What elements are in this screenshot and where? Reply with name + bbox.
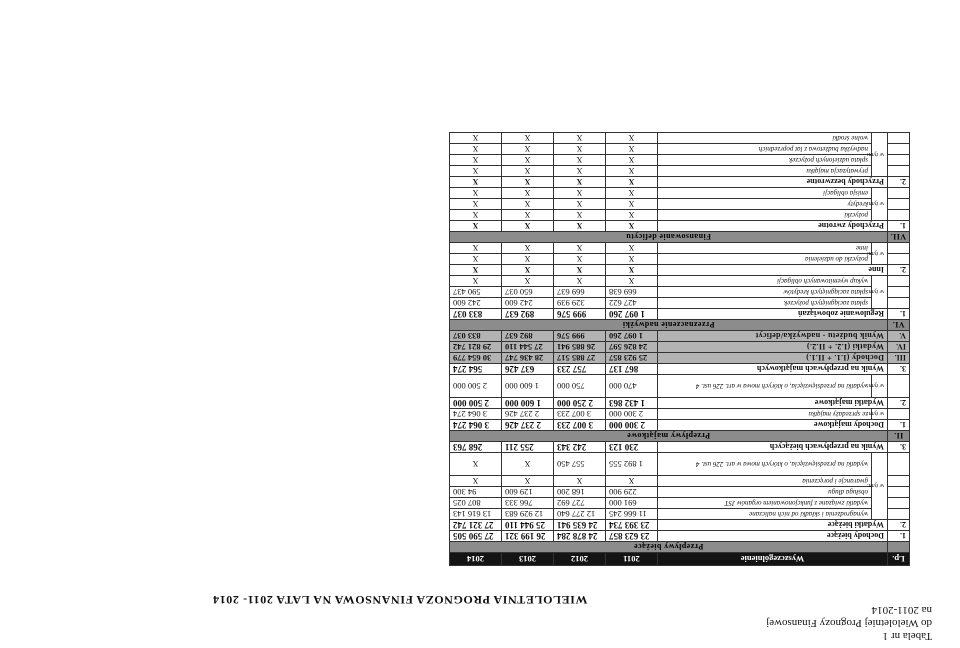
value-cell: 2 300 000 [605,409,657,420]
table-row [449,364,909,375]
value-cell: X [605,166,657,177]
w-tym-label: w tym: [872,409,888,420]
table-row [449,320,909,331]
value-cell: 23 393 734 [605,520,657,531]
row-number-empty [888,476,910,487]
row-description: wydatki związane z funkcjonowaniem organów JST [657,498,871,509]
row-description: spłata zaciągniętych pożyczek [657,298,871,309]
row-description: wykup wyemitowanych obligacji [657,276,871,287]
table-row [449,520,909,531]
value-cell: 892 637 [501,309,553,320]
table-row [449,243,909,254]
value-cell: 3 064 274 [449,420,501,431]
value-cell: X [553,276,605,287]
row-number: 3. [888,364,910,375]
row-number: 1. [888,531,910,542]
value-cell: X [449,254,501,265]
value-cell: 27 321 742 [449,520,501,531]
attachment-note [766,603,932,642]
row-number-empty [888,243,910,254]
value-cell: X [501,199,553,210]
row-number: VI. [888,320,910,331]
table-row [449,398,909,409]
row-description: wynagrodzenia i składki od nich naliczane [657,509,871,520]
table-row [449,155,909,166]
value-cell: 691 000 [605,498,657,509]
value-cell: 24 878 284 [553,531,605,542]
value-cell: 13 616 143 [449,509,501,520]
row-number: 2. [888,398,910,409]
row-description: Inne [657,265,887,276]
value-cell: X [501,476,553,487]
table-row [449,144,909,155]
value-cell: 255 211 [501,442,553,453]
value-cell: 1 600 000 [501,398,553,409]
value-cell: 229 900 [605,487,657,498]
row-description: Wynik budżetu - nadwyżka/deficyt [657,331,887,342]
value-cell: X [449,188,501,199]
row-description: Wydatki majątkowe [657,398,887,409]
value-cell: X [605,133,657,144]
header-lp: Lp. [888,553,910,566]
value-cell: X [501,243,553,254]
value-cell: 2 500 000 [449,398,501,409]
value-cell: X [553,221,605,232]
value-cell: X [553,188,605,199]
value-cell: X [501,177,553,188]
row-description: kredyty [657,199,871,210]
value-cell: 2 237 426 [501,420,553,431]
value-cell: 268 763 [449,442,501,453]
table-row [449,287,909,298]
value-cell: X [501,254,553,265]
value-cell: 1 892 555 [605,453,657,476]
value-cell: X [605,144,657,155]
table-row [449,177,909,188]
row-number-empty [888,166,910,177]
row-number: 2. [888,177,910,188]
value-cell: 892 637 [501,331,553,342]
row-description: Dochody majątkowe [657,420,887,431]
row-number-empty [888,487,910,498]
w-tym-label: w tym: [872,133,888,177]
value-cell: X [449,476,501,487]
row-description: pożyczki [657,210,871,221]
section-title: Przepływy majątkowe [449,431,887,442]
value-cell: 27 544 110 [501,342,553,353]
w-tym-label: w tym: [872,188,888,221]
value-cell: 2 250 000 [553,398,605,409]
table-row [449,453,909,476]
attachment-line-2: do Wieloletniej Prognozy Finansowej [766,617,932,629]
value-cell: X [605,476,657,487]
value-cell: X [501,188,553,199]
value-cell: 28 436 747 [501,353,553,364]
value-cell: 766 333 [501,498,553,509]
row-number-empty [888,409,910,420]
section-title: Przepływy bieżące [449,542,887,553]
table-body [449,133,909,553]
value-cell: 470 000 [605,375,657,398]
header-year-2014: 2014 [449,553,501,566]
value-cell: 168 200 [553,487,605,498]
value-cell: X [449,221,501,232]
row-number-empty [888,453,910,476]
value-cell: 727 692 [553,498,605,509]
w-tym-label: w tym: [872,276,888,309]
value-cell: X [553,243,605,254]
value-cell: 807 025 [449,498,501,509]
header-description: Wyszczególnienie [657,553,887,566]
value-cell: X [501,453,553,476]
attachment-line-3: na 2011-2014 [871,604,932,616]
row-description: wydatki na przedsięwzięcia, o których mowa w art. 226 ust. 4 [657,453,871,476]
value-cell: 242 343 [553,442,605,453]
row-description: wydatki na przedsięwzięcia, o których mowa w art. 226 ust. 4 [657,375,871,398]
value-cell: 27 885 517 [553,353,605,364]
value-cell: X [501,166,553,177]
row-description: wolne środki [657,133,871,144]
row-number: 2. [888,265,910,276]
table-row [449,409,909,420]
value-cell: X [553,133,605,144]
row-number-empty [888,254,910,265]
value-cell: 27 590 505 [449,531,501,542]
value-cell: 757 233 [553,364,605,375]
row-description: spłata udzielonych pożyczek [657,155,871,166]
value-cell: X [553,155,605,166]
value-cell: X [605,276,657,287]
value-cell: X [449,177,501,188]
value-cell: X [501,144,553,155]
row-number: 2. [888,520,910,531]
value-cell: X [553,476,605,487]
table-row [449,188,909,199]
table-row [449,166,909,177]
row-number: 1. [888,221,910,232]
row-description: inne [657,243,871,254]
row-number: 1. [888,420,910,431]
value-cell: X [553,199,605,210]
table-row [449,298,909,309]
value-cell: X [449,453,501,476]
value-cell: 590 437 [449,287,501,298]
value-cell: 24 635 941 [553,520,605,531]
value-cell: 637 426 [501,364,553,375]
value-cell: X [605,188,657,199]
row-number-empty [888,298,910,309]
value-cell: X [605,199,657,210]
row-number: 1. [888,309,910,320]
row-number-empty [888,276,910,287]
table-row [449,353,909,364]
value-cell: X [501,133,553,144]
table-row [449,254,909,265]
table-row [449,276,909,287]
table-row [449,542,909,553]
value-cell: 650 037 [501,287,553,298]
value-cell: 2 300 000 [605,420,657,431]
row-description: obsługa długu [657,487,871,498]
value-cell: X [501,265,553,276]
value-cell: 12 929 683 [501,509,553,520]
row-description: nadwyżka budżetowa z lat poprzednich [657,144,871,155]
value-cell: 30 654 779 [449,353,501,364]
document-title: WIELOLETNIA PROGNOZA FINANSOWA NA LATA 2011- 2014 [212,593,588,607]
value-cell: X [553,254,605,265]
value-cell: 1 432 863 [605,398,657,409]
w-tym-label: w tym: [872,375,888,398]
value-cell: X [553,166,605,177]
row-number-empty [888,509,910,520]
value-cell: X [605,243,657,254]
value-cell: 1 097 260 [605,309,657,320]
value-cell: X [449,276,501,287]
value-cell: X [553,265,605,276]
value-cell: X [605,177,657,188]
row-description: Dochody (I.1. + II.1.) [657,353,887,364]
row-description: Dochody bieżące [657,531,887,542]
table-header-row [449,553,909,566]
value-cell: 2 237 426 [501,409,553,420]
row-description: Przychody zwrotne [657,221,887,232]
header-year-2013: 2013 [501,553,553,566]
table-row [449,133,909,144]
row-number-empty [888,155,910,166]
value-cell: 242 600 [501,298,553,309]
table-row [449,221,909,232]
value-cell: 129 600 [501,487,553,498]
value-cell: 94 300 [449,487,501,498]
table-row [449,509,909,520]
row-description: Wynik na przepływach majątkowych [657,364,887,375]
row-description: prywatyzacja majątku [657,166,871,177]
value-cell: X [553,210,605,221]
value-cell: 329 939 [553,298,605,309]
table-row [449,476,909,487]
row-description: pożyczki do udzielenia [657,254,871,265]
value-cell: 24 826 597 [605,342,657,353]
row-description: ze sprzedaży majątku [657,409,871,420]
value-cell: 750 000 [553,375,605,398]
value-cell: X [449,166,501,177]
row-number-empty [888,498,910,509]
value-cell: 999 576 [553,331,605,342]
row-number [888,542,910,553]
table-row [449,431,909,442]
row-description: gwarancje i poręczenia [657,476,871,487]
row-number-empty [888,375,910,398]
table-row [449,498,909,509]
value-cell: X [501,155,553,166]
table-row [449,210,909,221]
value-cell: 669 637 [553,287,605,298]
value-cell: 12 277 640 [553,509,605,520]
value-cell: 25 923 857 [605,353,657,364]
table-row [449,420,909,431]
row-description: Wydatki (I.2. + II.2.) [657,342,887,353]
row-description: emisja obligacji [657,188,871,199]
value-cell: X [449,265,501,276]
value-cell: 669 638 [605,287,657,298]
value-cell: 833 037 [449,309,501,320]
value-cell: X [605,221,657,232]
header-year-2011: 2011 [605,553,657,566]
row-number: III. [888,353,910,364]
row-number-empty [888,188,910,199]
value-cell: 1 097 260 [605,331,657,342]
value-cell: 29 821 742 [449,342,501,353]
row-number: 3. [888,442,910,453]
table-row [449,199,909,210]
value-cell: 23 623 857 [605,531,657,542]
table-row [449,487,909,498]
table-row [449,342,909,353]
table-row [449,531,909,542]
table-row [449,331,909,342]
value-cell: X [605,155,657,166]
row-description: spłata zaciągniętych kredytów [657,287,871,298]
value-cell: 867 137 [605,364,657,375]
value-cell: X [449,243,501,254]
value-cell: 242 600 [449,298,501,309]
row-description: Przychody bezzwrotne [657,177,887,188]
value-cell: 557 450 [553,453,605,476]
table-row [449,442,909,453]
row-number-empty [888,133,910,144]
row-number-empty [888,199,910,210]
attachment-line-1: Tabela nr 1 [882,630,932,642]
value-cell: X [553,144,605,155]
value-cell: 26 199 321 [501,531,553,542]
table-row [449,232,909,243]
value-cell: 833 037 [449,331,501,342]
header-year-2012: 2012 [553,553,605,566]
row-number: IV. [888,342,910,353]
value-cell: X [501,221,553,232]
forecast-table [449,132,910,566]
value-cell: 230 123 [605,442,657,453]
w-tym-label: w tym: [872,243,888,265]
value-cell: X [449,133,501,144]
value-cell: 1 600 000 [501,375,553,398]
value-cell: 26 885 941 [553,342,605,353]
value-cell: 427 622 [605,298,657,309]
section-title: Finansowanie deficytu [449,232,887,243]
row-description: Regulowanie zobowiązań [657,309,887,320]
value-cell: 11 666 245 [605,509,657,520]
value-cell: X [449,210,501,221]
value-cell: X [501,210,553,221]
value-cell: X [605,210,657,221]
row-number-empty [888,287,910,298]
row-number-empty [888,210,910,221]
value-cell: X [553,177,605,188]
value-cell: 3 007 233 [553,420,605,431]
value-cell: 3 007 233 [553,409,605,420]
value-cell: 3 064 274 [449,409,501,420]
row-number: II. [888,431,910,442]
value-cell: X [605,254,657,265]
value-cell: X [449,155,501,166]
row-number-empty [888,144,910,155]
row-description: Wydatki bieżące [657,520,887,531]
value-cell: X [501,276,553,287]
value-cell: X [449,144,501,155]
value-cell: 2 500 000 [449,375,501,398]
value-cell: 25 944 110 [501,520,553,531]
row-number: V. [888,331,910,342]
row-number: VII. [888,232,910,243]
value-cell: 999 576 [553,309,605,320]
section-title: Przeznaczenie nadwyżki [449,320,887,331]
value-cell: 564 274 [449,364,501,375]
table-row [449,265,909,276]
w-tym-label: w tym: [872,453,888,520]
row-description: Wynik na przepływach bieżących [657,442,887,453]
table-row [449,375,909,398]
table-row [449,309,909,320]
value-cell: X [449,199,501,210]
value-cell: X [605,265,657,276]
